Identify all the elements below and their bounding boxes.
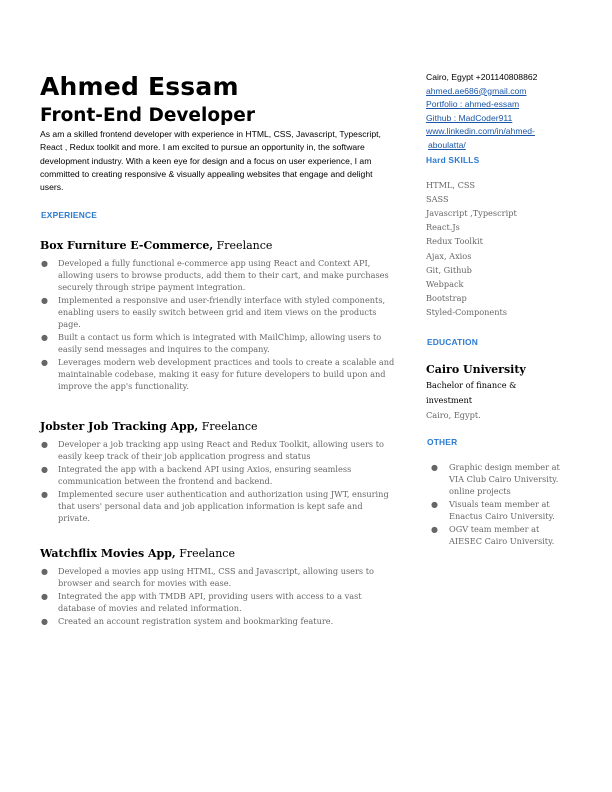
summary-paragraph: As am a skilled frontend developer with experience in HTML, CSS, Javascript, Typescript, React , Redux toolkit and more. I am excited to pursue an opportunity in, the software development industry. With a keen eye for design and a focus on user experience, I am committed to creating responsive & visually appealing websites that engage and delight users. (40, 129, 381, 193)
skills-heading: Hard SKILLS (426, 154, 480, 165)
skill-item: Javascript ,Typescript (426, 207, 517, 218)
employment-type: Freelance (198, 420, 258, 433)
other-extra-line: online projects (449, 485, 511, 496)
other-item: ● Graphic design member at VIA Club Cairo University. online projects (431, 462, 560, 496)
job-bullets (40, 258, 396, 393)
education-block (426, 363, 576, 422)
education-location: Cairo, Egypt. (426, 409, 481, 420)
company-name: Jobster Job Tracking App, (40, 420, 199, 433)
job-bullets (40, 439, 396, 525)
education-heading: EDUCATION (427, 337, 478, 347)
email-link[interactable]: ahmed.ae686@gmail.com (426, 85, 527, 96)
bullet-icon: ● (41, 333, 48, 343)
contact-block (426, 71, 576, 153)
bullet-item: ● Implemented a responsive and user-friendly interface with styled components, enabling users to easily switch between grid and item views on the products page. (41, 295, 386, 329)
bullet-item: ● Developed a fully functional e-commerce app using React and Context API, allowing users to browse products, add them to their cart, and make purchases securely through stripe payment integration. (41, 258, 389, 292)
employment-type: Freelance (175, 547, 235, 560)
other-item: ● Visuals team member at Enactus Cairo University. (431, 499, 555, 521)
bullet-item: ● Built a contact us form which is integrated with MailChimp, allowing users to easily send messages and inquires to the company. (41, 332, 382, 354)
candidate-name: Ahmed Essam (40, 72, 239, 101)
bullet-icon: ● (431, 500, 438, 510)
experience-item (40, 547, 396, 629)
skill-item: Redux Toolkit (426, 236, 483, 247)
skill-item: SASS (426, 193, 449, 204)
bullet-icon: ● (431, 525, 438, 535)
other-list (426, 462, 566, 549)
skill-item: Styled-Components (426, 307, 508, 318)
skill-item: Ajax, Axios (426, 250, 472, 261)
portfolio-link[interactable]: Portfolio : ahmed-essam (426, 99, 520, 110)
experience-item (40, 239, 396, 394)
bullet-icon: ● (41, 490, 48, 500)
github-link[interactable]: Github : MadCoder911 (426, 112, 513, 123)
bullet-icon: ● (41, 592, 48, 602)
location-phone: Cairo, Egypt +201140808862 (426, 72, 538, 82)
employment-type: Freelance (213, 239, 273, 252)
degree-line-2: investment (426, 395, 473, 406)
bullet-icon: ● (41, 259, 48, 268)
sidebar-column (426, 71, 576, 547)
experience-item (40, 420, 396, 526)
bullet-item: ● Developed a movies app using HTML, CSS and Javascript, allowing users to browser and search for movies with ease. (41, 566, 374, 588)
bullet-item: ● Integrated the app with TMDB API, providing users with access to a vast database of movies and related information. (41, 591, 362, 614)
job-bullets (40, 566, 396, 628)
main-column (40, 72, 396, 627)
bullet-item: ● Developer a job tracking app using React and Redux Toolkit, allowing users to easily keep track of their job application progress and status (41, 439, 384, 461)
university-name: Cairo University (426, 363, 526, 376)
job-title (40, 547, 396, 561)
other-item: ● OGV team member at AIESEC Cairo University. (431, 524, 555, 547)
linkedin-link[interactable]: www.linkedin.com/in/ahmed- (426, 126, 535, 137)
linkedin-link-continued[interactable]: aboulatta/ (428, 139, 466, 150)
bullet-item: ● Integrated the app with a backend API using Axios, ensuring seamless communication between the frontend and backend. (41, 464, 352, 487)
bullet-icon: ● (41, 296, 48, 306)
bullet-item: ● Implemented secure user authentication and authorization using JWT, ensuring that users' personal data and job application information is kept safe and private. (41, 489, 389, 524)
bullet-item: ● Created an account registration system and bookmarking feature. (41, 616, 334, 627)
skill-item: Git, Github (426, 264, 472, 275)
bullet-icon: ● (41, 567, 48, 576)
skill-item: Bootstrap (426, 293, 467, 304)
company-name: Box Furniture E-Commerce, (40, 239, 214, 252)
skill-item: HTML, CSS (426, 179, 475, 190)
bullet-icon: ● (41, 440, 48, 449)
job-title (40, 420, 396, 434)
bullet-icon: ● (41, 358, 48, 368)
bullet-item: ● Leverages modern web development practices and tools to create a scalable and maintainable codebase, making it easy for future developers to build upon and improve the app's functionality. (41, 357, 395, 391)
other-heading: OTHER (427, 437, 458, 447)
job-role-title: Front-End Developer (40, 105, 255, 126)
company-name: Watchflix Movies App, (40, 547, 176, 560)
skill-item: Webpack (426, 278, 464, 289)
skills-list (426, 178, 576, 320)
degree-line-1: Bachelor of finance & (426, 380, 517, 390)
job-title (40, 239, 396, 253)
bullet-icon: ● (41, 617, 48, 627)
bullet-icon: ● (431, 463, 438, 472)
bullet-icon: ● (41, 465, 48, 475)
skill-item: React.Js (426, 222, 460, 233)
experience-heading: EXPERIENCE (41, 210, 97, 220)
